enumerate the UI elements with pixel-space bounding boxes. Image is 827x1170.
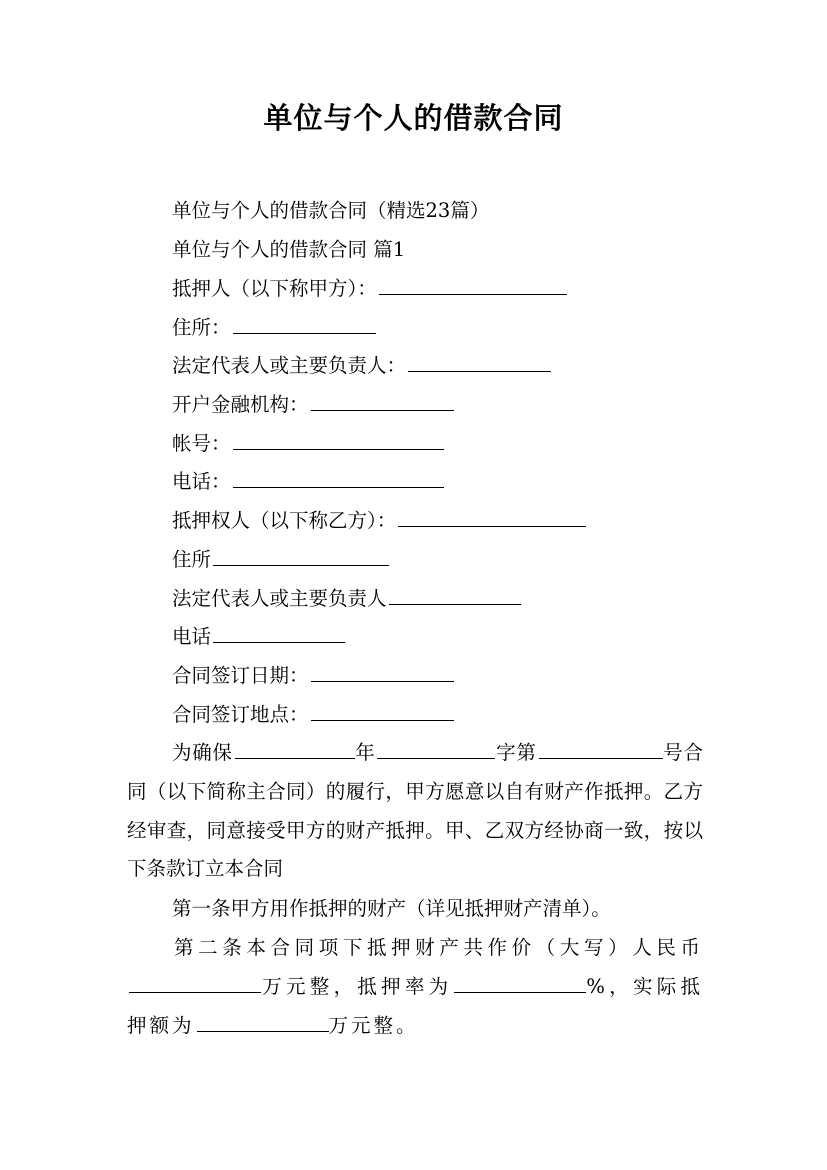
- purpose-text-3: 字第: [495, 741, 537, 764]
- sign-place-label: 合同签订地点：: [172, 703, 309, 726]
- mortgagee-blank: [398, 508, 586, 527]
- account-blank: [233, 431, 444, 450]
- phone1-blank: [233, 469, 444, 488]
- address2-blank: [213, 547, 389, 566]
- mortgagor-line: [172, 276, 567, 302]
- legal-rep2-blank: [389, 586, 521, 605]
- clause2-blank-amount: [129, 974, 261, 993]
- phone1-label: 电话：: [172, 470, 231, 493]
- address2-label: 住所: [172, 548, 212, 571]
- phone2-label: 电话: [172, 625, 212, 648]
- paragraph-purpose: [127, 734, 703, 889]
- legal-rep1-label: 法定代表人或主要负责人：: [172, 354, 407, 377]
- address1-blank: [233, 315, 376, 334]
- legal-rep1-line: [172, 353, 551, 379]
- sign-place-blank: [311, 702, 454, 721]
- phone1-line: [172, 469, 444, 495]
- clause2-blank-actual: [197, 1013, 329, 1032]
- clause2-text-4: 万元整。: [328, 1013, 419, 1037]
- clause-1: 第一条甲方用作抵押的财产（详见抵押财产清单）。: [172, 897, 611, 920]
- purpose-text-1: 为确保: [172, 741, 233, 764]
- legal-rep2-line: [172, 586, 521, 612]
- sign-place-line: [172, 702, 454, 728]
- legal-rep1-blank: [408, 353, 551, 372]
- account-line: [172, 431, 444, 457]
- phone2-line: [172, 624, 345, 650]
- purpose-blank-year: [235, 740, 355, 759]
- address1-label: 住所：: [172, 316, 231, 339]
- phone2-blank: [213, 624, 345, 643]
- clause2-blank-rate: [454, 974, 586, 993]
- part-heading: 单位与个人的借款合同 篇1: [172, 238, 406, 261]
- sign-date-label: 合同签订日期：: [172, 664, 309, 687]
- sign-date-blank: [311, 663, 454, 682]
- address1-line: [172, 315, 376, 341]
- purpose-blank-number: [539, 740, 663, 759]
- bank-line: [172, 392, 454, 418]
- purpose-text-2: 年: [354, 741, 376, 764]
- bank-blank: [311, 392, 454, 411]
- mortgagee-label: 抵押权人（以下称乙方）：: [172, 509, 397, 532]
- purpose-blank-char: [377, 740, 495, 759]
- mortgagee-line: [172, 508, 586, 534]
- sign-date-line: [172, 663, 454, 689]
- account-label: 帐号：: [172, 432, 231, 455]
- clause2-text-3: %，实际抵押额为: [127, 974, 703, 1037]
- clause2-text-1: 第二条本合同项下抵押财产共作价（大写）人民币: [174, 936, 703, 959]
- clause2-text-2: 万元整，抵押率为: [261, 974, 453, 998]
- purpose-text-4: 号合同（以下简称主合同）的履行，甲方愿意以自有财产作抵押。乙方经审查，同意接受甲方的财产抵押。甲、乙双方经协商一致，按以下条款订立本合同: [127, 741, 703, 881]
- document-subtitle: 单位与个人的借款合同（精选23篇）: [172, 199, 490, 222]
- mortgagor-label: 抵押人（以下称甲方）：: [172, 277, 377, 300]
- document-title: 单位与个人的借款合同: [263, 101, 564, 135]
- clause-2: [127, 929, 703, 1045]
- address2-line: [172, 547, 389, 573]
- mortgagor-blank: [379, 276, 567, 295]
- bank-label: 开户金融机构：: [172, 393, 309, 416]
- legal-rep2-label: 法定代表人或主要负责人: [172, 587, 387, 610]
